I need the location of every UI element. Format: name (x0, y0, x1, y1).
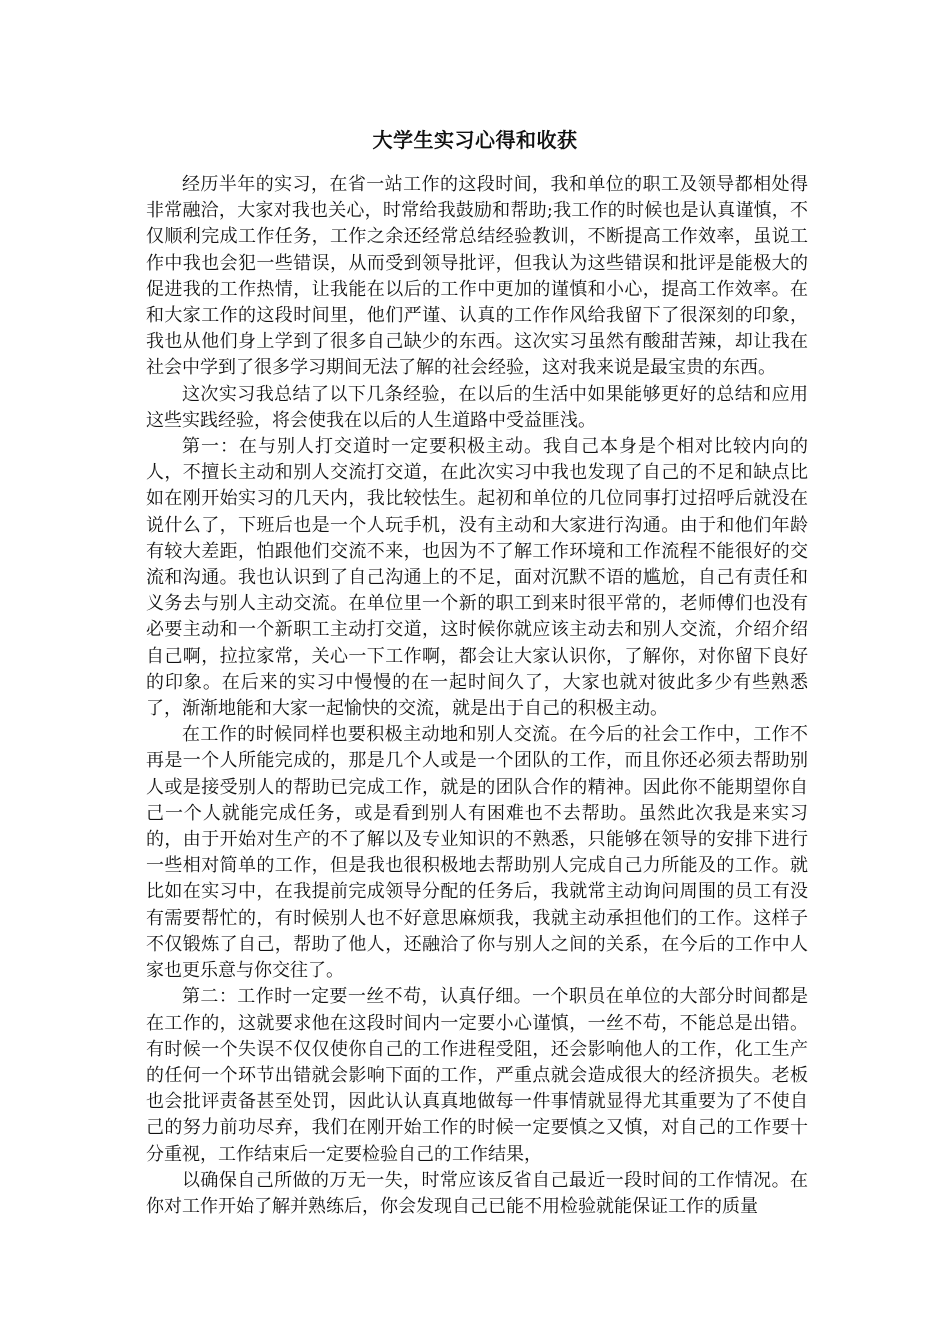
document-title: 大学生实习心得和收获 (372, 128, 578, 152)
paragraph-6: 以确保自己所做的万无一失，时常应该反省自己最近一段时间的工作情况。在你对工作开始了解并熟练后，你会发现自己已能不用检验就能保证工作的质量 (146, 1169, 808, 1217)
document-body (146, 172, 808, 1220)
paragraph-5: 第二：工作时一定要一丝不苟，认真仔细。一个职员在单位的大部分时间都是在工作的，这就要求他在这段时间内一定要小心谨慎，一丝不苟，不能总是出错。有时候一个失误不仅仅使你自己的工作进程受阻，还会影响他人的工作，化工生产的任何一个环节出错就会影响下面的工作，严重点就会造成很大的经济损失。老板也会批评责备甚至处罚，因此认认真真地做每一件事情就显得尤其重要为了不使自己的努力前功尽弃，我们在刚开始工作的时候一定要慎之又慎，对自己的工作要十分重视，工作结束后一定要检验自己的工作结果， (146, 986, 808, 1165)
paragraph-1: 经历半年的实习，在省一站工作的这段时间，我和单位的职工及领导都相处得非常融洽，大家对我也关心，时常给我鼓励和帮助;我工作的时候也是认真谨慎，不仅顺利完成工作任务，工作之余还经常总结经验教训，不断提高工作效率，虽说工作中我也会犯一些错误，从而受到领导批评，但我认为这些错误和批评是能极大的促进我的工作热情，让我能在以后的工作中更加的谨慎和小心，提高工作效率。在和大家工作的这段时间里，他们严谨、认真的工作作风给我留下了很深刻的印象，我也从他们身上学到了很多自己缺少的东西。这次实习虽然有酸甜苦辣，却让我在社会中学到了很多学习期间无法了解的社会经验，这对我来说是最宝贵的东西。 (146, 174, 808, 379)
paragraph-2: 这次实习我总结了以下几条经验，在以后的生活中如果能够更好的总结和应用这些实践经验，将会使我在以后的人生道路中受益匪浅。 (146, 383, 808, 431)
paragraph-3: 第一：在与别人打交道时一定要积极主动。我自己本身是个相对比较内向的人，不擅长主动和别人交流打交道，在此次实习中我也发现了自己的不足和缺点比如在刚开始实习的几天内，我比较怯生。起初和单位的几位同事打过招呼后就没在说什么了，下班后也是一个人玩手机，没有主动和大家进行沟通。由于和他们年龄有较大差距，怕跟他们交流不来，也因为不了解工作环境和工作流程不能很好的交流和沟通。我也认识到了自己沟通上的不足，面对沉默不语的尴尬，自己有责任和义务去与别人主动交流。在单位里一个新的职工到来时很平常的，老师傅们也没有必要主动和一个新职工主动打交道，这时候你就应该主动去和别人交流，介绍介绍自己啊，拉拉家常，关心一下工作啊，都会让大家认识你，了解你，对你留下良好的印象。在后来的实习中慢慢的在一起时间久了，大家也就对彼此多少有些熟悉了，渐渐地能和大家一起愉快的交流，就是出于自己的积极主动。 (146, 436, 808, 720)
paragraph-4: 在工作的时候同样也要积极主动地和别人交流。在今后的社会工作中，工作不再是一个人所能完成的，那是几个人或是一个团队的工作，而且你还必须去帮助别人或是接受别人的帮助已完成工作，就是的团队合作的精神。因此你不能期望你自己一个人就能完成任务，或是看到别人有困难也不去帮助。虽然此次我是来实习的，由于开始对生产的不了解以及专业知识的不熟悉，只能够在领导的安排下进行一些相对简单的工作，但是我也很积极地去帮助别人完成自己力所能及的工作。就比如在实习中，在我提前完成领导分配的任务后，我就常主动询问周围的员工有没有需要帮忙的，有时候别人也不好意思麻烦我，我就主动承担他们的工作。这样子不仅锻炼了自己，帮助了他人，还融洽了你与别人之间的关系，在今后的工作中人家也更乐意与你交往了。 (146, 724, 808, 982)
